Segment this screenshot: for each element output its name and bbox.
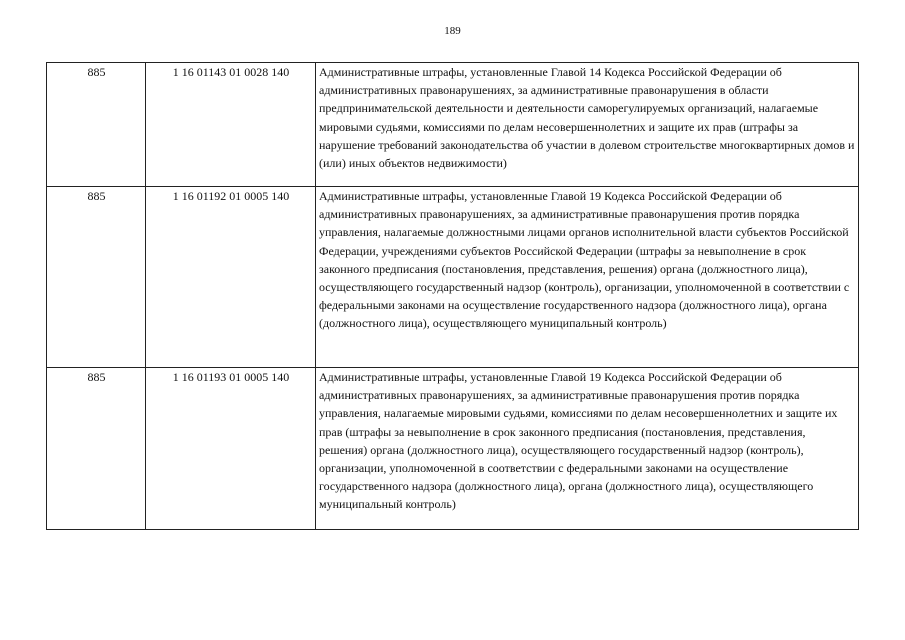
budget-classification-table	[46, 62, 859, 530]
description-cell: Административные штрафы, установленные Главой 19 Кодекса Российской Федерации об административных правонарушениях, за административные правонарушения против порядка управления, налагаемые должностными лицами органов исполнительной власти субъектов Российской Федерации, учреждениями субъектов Российской Федерации (штрафы за невыполнение в срок законного предписания (постановления, представления, решения) органа (должностного лица), осуществляющего государственный надзор (контроль), организации, уполномоченной в соответствии с федеральными законами на осуществление государственного надзора (должностного лица), органа (должностного лица), осуществляющего муниципальный контроль)	[316, 187, 859, 368]
kbk-code-cell: 1 16 01193 01 0005 140	[146, 368, 316, 530]
admin-code-cell: 885	[47, 63, 146, 187]
page-number: 189	[444, 25, 461, 37]
kbk-code-cell: 1 16 01143 01 0028 140	[146, 63, 316, 187]
table-row	[47, 63, 859, 187]
table-row	[47, 368, 859, 530]
description-cell: Административные штрафы, установленные Главой 19 Кодекса Российской Федерации об административных правонарушениях, за административные правонарушения против порядка управления, налагаемые мировыми судьями, комиссиями по делам несовершеннолетних и защите их прав (штрафы за невыполнение в срок законного предписания (постановления, представления, решения) органа (должностного лица), осуществляющего государственный надзор (контроль), организации, уполномоченной в соответствии с федеральными законами на осуществление государственного надзора (должностного лица), органа (должностного лица), осуществляющего муниципальный контроль)	[316, 368, 859, 530]
kbk-code-cell: 1 16 01192 01 0005 140	[146, 187, 316, 368]
admin-code-cell: 885	[47, 187, 146, 368]
table-row	[47, 187, 859, 368]
admin-code-cell: 885	[47, 368, 146, 530]
description-cell: Административные штрафы, установленные Главой 14 Кодекса Российской Федерации об административных правонарушениях, за административные правонарушения в области предпринимательской деятельности и деятельности саморегулируемых организаций, налагаемые мировыми судьями, комиссиями по делам несовершеннолетних и защите их прав (штрафы за нарушение требований законодательства об участии в долевом строительстве многоквартирных домов и (или) иных объектов недвижимости)	[316, 63, 859, 187]
